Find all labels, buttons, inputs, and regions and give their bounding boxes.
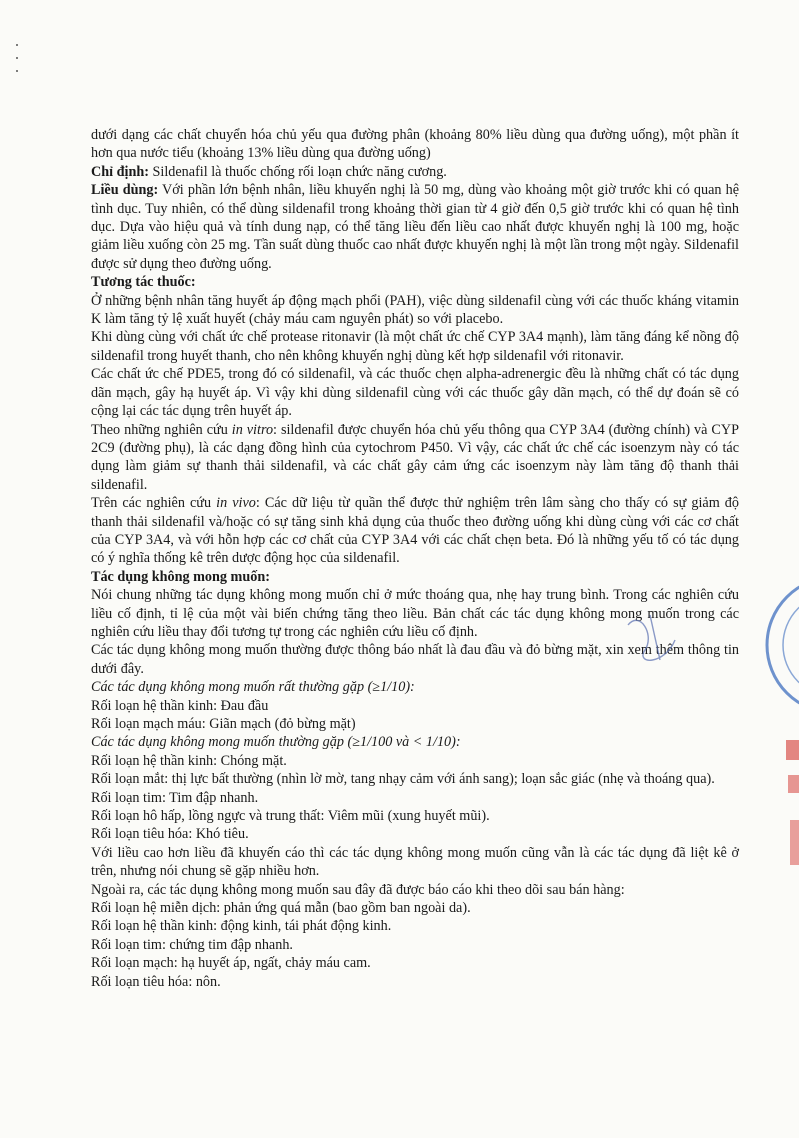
list-item: Rối loạn tim: chứng tim đập nhanh. — [91, 936, 293, 953]
margin-dots — [16, 44, 19, 83]
list-item: Rối loạn tiêu hóa: Khó tiêu. — [91, 826, 249, 843]
adverse-paragraph: Với liều cao hơn liều đã khuyến cáo thì các tác dụng không mong muốn cũng vẫn là các tác dụng đã liệt kê ở trên, nhưng nói chung sẽ gặp nhiều hơn. — [91, 844, 739, 880]
adverse-paragraph: Nói chung những tác dụng không mong muốn chỉ ở mức thoáng qua, nhẹ hay trung bình. Trong các nghiên cứu liều cố định, tỉ lệ của một vài biến chứng tăng theo liều. Bản chất các tác dụng không mong muốn trong các nghiên cứu liều thay đổi tương tự trong các nghiên cứu liều cố định. — [91, 587, 739, 640]
interaction-paragraph: Ở những bệnh nhân tăng huyết áp động mạch phổi (PAH), việc dùng sildenafil cùng với các thuốc kháng vitamin K làm tăng tỷ lệ xuất huyết (chảy máu cam nguyên phát) so với placebo. — [91, 292, 739, 328]
adverse-paragraph: Ngoài ra, các tác dụng không mong muốn sau đây đã được báo cáo khi theo dõi sau bán hàng: — [91, 881, 625, 898]
text-span: : Các dữ liệu từ quần thể được thử nghiệm trên lâm sàng cho thấy có sự giảm độ thanh thải sildenafil và/hoặc có sự tăng sinh khả dụng của thuốc theo đường uống khi dùng cùng với các cơ chất của CYP 3A4, và với hỗn hợp các cơ chất của CYP 3A4 với các chất chẹn beta. Đó là những yếu tố có tác dụng có ý nghĩa thống kê trên dược động học của sildenafil. — [91, 495, 739, 567]
list-item: Rối loạn tim: Tim đập nhanh. — [91, 789, 259, 806]
section-dosage — [91, 181, 739, 273]
list-item: Rối loạn hệ thần kinh: Đau đầu — [91, 697, 269, 714]
text-span: Theo những nghiên cứu — [91, 421, 232, 438]
interaction-paragraph: Khi dùng cùng với chất ức chế protease ritonavir (là một chất ức chế CYP 3A4 mạnh), làm tăng đáng kể nồng độ sildenafil trong huyết thanh, cho nên không khuyến nghị dùng kết hợp sildenafil với ritonavir. — [91, 329, 739, 364]
official-stamp-red — [778, 730, 799, 890]
list-item: Rối loạn hô hấp, lồng ngực và trung thất: Viêm mũi (xung huyết mũi). — [91, 808, 490, 825]
section-indication — [91, 163, 739, 181]
interaction-paragraph — [91, 421, 739, 495]
signature-scribble — [620, 605, 680, 675]
list-item: Rối loạn mạch máu: Giãn mạch (đỏ bừng mặt) — [91, 716, 356, 732]
heading-interactions: Tương tác thuốc: — [91, 274, 196, 291]
subheading-common: Các tác dụng không mong muốn thường gặp (≥1/100 và < 1/10): — [91, 734, 461, 751]
paragraph-excretion: dưới dạng các chất chuyển hóa chủ yếu qua đường phân (khoảng 80% liều dùng qua đường uống), một phần ít hơn qua nước tiểu (khoảng 13% liều dùng qua đường uống) — [91, 127, 739, 162]
adverse-paragraph: Các tác dụng không mong muốn thường được thông báo nhất là đau đầu và đỏ bừng mặt, xin xem thêm thông tin dưới đây. — [91, 642, 739, 677]
text-span: : sildenafil được chuyển hóa chủ yếu thông qua CYP 3A4 (đường chính) và CYP 2C9 (đường phụ), là các dạng đồng hình của cytochrom P450. Vì vậy, các chất ức chế các isoenzym này có tác dụng làm giảm sự thanh thải sildenafil, và các chất gây cảm ứng các isoenzym này làm tăng độ thanh thải sildenafil. — [91, 421, 739, 493]
list-item: Rối loạn tiêu hóa: nôn. — [91, 973, 221, 990]
list-item: Rối loạn mắt: thị lực bất thường (nhìn lờ mờ, tang nhạy cảm với ánh sang); loạn sắc giác (nhẹ và thoáng qua). — [91, 771, 715, 788]
list-item: Rối loạn mạch: hạ huyết áp, ngất, chảy máu cam. — [91, 955, 371, 972]
list-item: Rối loạn hệ thần kinh: động kinh, tái phát động kinh. — [91, 918, 392, 935]
dosage-text: Với phần lớn bệnh nhân, liều khuyến nghị là 50 mg, dùng vào khoảng một giờ trước khi có quan hệ tình dục. Tuy nhiên, có thể dùng sildenafil trong khoảng thời gian từ 4 giờ đến 0,5 giờ trước khi có quan hệ tình dục. Dựa vào hiệu quả và tính dung nạp, có thể tăng liều đến liều cao nhất được khuyến nghị là 100 mg, hoặc giảm liều xuống còn 25 mg. Tần suất dùng thuốc cao nhất được khuyến nghị là một lần trong một ngày. Sildenafil được sử dụng theo đường uống. — [91, 182, 739, 272]
text-italic: in vitro — [231, 421, 274, 438]
interaction-paragraph — [91, 494, 739, 568]
document-body — [91, 126, 739, 991]
text-italic: in vivo — [216, 495, 256, 512]
subheading-very-common: Các tác dụng không mong muốn rất thường gặp (≥1/10): — [91, 679, 415, 696]
official-stamp-blue — [760, 570, 799, 720]
indication-text: Sildenafil là thuốc chống rối loạn chức năng cương. — [148, 163, 447, 180]
list-item: Rối loạn hệ miễn dịch: phản ứng quá mẫn (bao gồm ban ngoài da). — [91, 900, 471, 917]
dosage-label: Liều dùng: — [91, 182, 159, 199]
indication-label: Chỉ định: — [91, 163, 149, 180]
text-span: Trên các nghiên cứu — [91, 495, 217, 512]
heading-adverse-effects: Tác dụng không mong muốn: — [91, 568, 270, 585]
list-item: Rối loạn hệ thần kinh: Chóng mặt. — [91, 752, 287, 769]
interaction-paragraph: Các chất ức chế PDE5, trong đó có sildenafil, và các thuốc chẹn alpha-adrenergic đều là những chất có tác dụng dãn mạch, gây hạ huyết áp. Vì vậy khi dùng sildenafil cùng với các thuốc gây dãn mạch, có thể dự đoán sẽ có cộng lại các tác dụng trên huyết áp. — [91, 366, 739, 420]
